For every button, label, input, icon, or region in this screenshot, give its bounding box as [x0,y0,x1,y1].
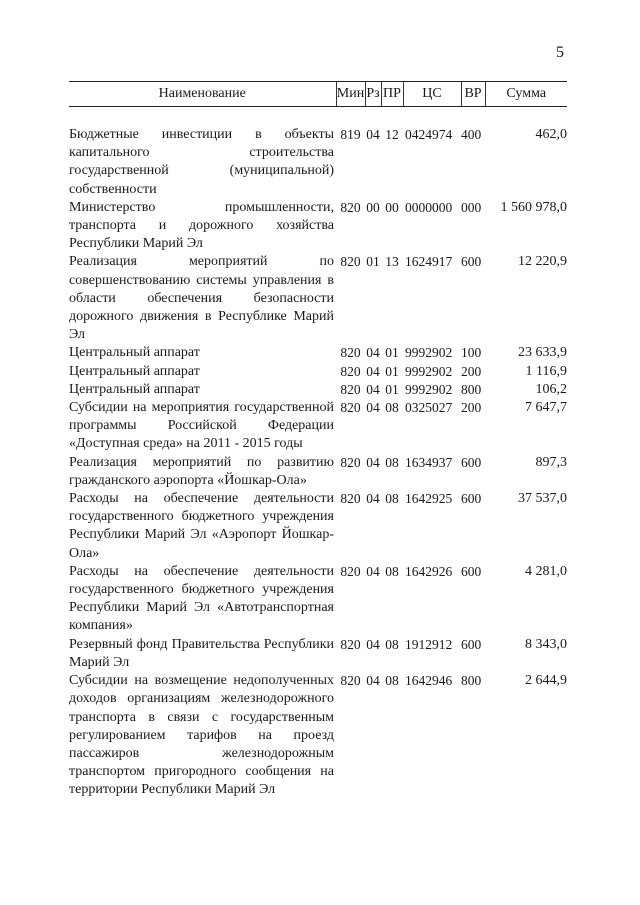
row-vr: 800 [461,673,482,689]
header-pr: ПР [381,82,403,107]
table-row [69,381,567,399]
row-min: 820 [340,400,361,416]
row-pr: 12 [385,127,399,142]
row-rz: 00 [366,199,380,215]
row-vr: 600 [461,563,482,579]
row-pr: 08 [385,563,399,579]
row-vr: 200 [461,363,482,379]
row-vr: 600 [461,636,482,652]
row-min: 820 [340,199,361,215]
budget-table [69,81,567,800]
row-cs: 9992902 [405,345,453,361]
table-row [69,636,567,672]
row-cs: 1642925 [405,491,453,507]
row-rz: 04 [366,345,380,361]
row-rz: 01 [366,254,380,270]
row-cs: 0000000 [405,199,453,215]
row-name: Резервный фонд Правительства Республики Марий Эл [69,636,334,670]
row-vr: 200 [461,400,482,416]
row-sum: 1 116,9 [525,363,567,379]
row-min: 820 [340,381,361,397]
row-pr: 08 [385,491,399,507]
row-name: Центральный аппарат [69,381,200,397]
row-min: 820 [340,254,361,270]
row-cs: 1634937 [405,454,453,470]
row-pr: 01 [385,381,399,397]
row-name: Центральный аппарат [69,345,200,361]
row-vr: 400 [461,127,482,142]
table-row [69,490,567,563]
row-pr: 00 [385,199,399,215]
row-name: Центральный аппарат [69,363,200,379]
table-row [69,454,567,490]
row-pr: 01 [385,345,399,361]
row-sum: 897,3 [535,454,567,470]
row-min: 820 [340,636,361,652]
row-cs: 0325027 [405,400,453,416]
row-rz: 04 [366,127,380,142]
table-header [69,82,567,107]
row-pr: 13 [385,254,399,270]
header-sum: Сумма [485,82,567,107]
table-row [69,253,567,344]
row-name: Реализация мероприятий по совершенствованию системы управления в области обеспечения безопасности дорожного движения в Республике Марий Эл [69,254,334,343]
row-cs: 1624917 [405,254,453,270]
row-name: Субсидии на мероприятия государственной программы Российской Федерации «Доступная среда» на 2011 - 2015 годы [69,400,334,452]
row-rz: 04 [366,491,380,507]
row-min: 820 [340,491,361,507]
row-name: Расходы на обеспечение деятельности государственного бюджетного учреждения Республики Марий Эл «Аэропорт Йошкар-Ола» [69,491,334,561]
header-cs: ЦС [403,82,461,107]
row-cs: 1912912 [405,636,453,652]
row-cs: 1642946 [405,673,453,689]
row-min: 819 [340,127,361,142]
table-row [69,363,567,381]
row-sum: 37 537,0 [518,491,567,507]
row-rz: 04 [366,381,380,397]
row-sum: 1 560 978,0 [500,199,567,215]
row-min: 820 [340,363,361,379]
table-body [69,107,567,800]
row-min: 820 [340,673,361,689]
row-name: Министерство промышленности, транспорта и дорожного хозяйства Республики Марий Эл [69,199,334,252]
row-sum: 23 633,9 [518,345,567,361]
table-row [69,199,567,254]
header-rz: Рз [365,82,381,107]
row-pr: 08 [385,636,399,652]
row-rz: 04 [366,673,380,689]
row-min: 820 [340,563,361,579]
table-row [69,563,567,636]
row-sum: 7 647,7 [525,400,567,416]
row-cs: 9992902 [405,381,453,397]
page-number: 5 [556,44,564,61]
row-rz: 04 [366,563,380,579]
row-vr: 600 [461,254,482,270]
header-min: Мин [336,82,365,107]
row-cs: 0424974 [405,127,453,142]
row-min: 820 [340,454,361,470]
row-sum: 8 343,0 [525,636,567,652]
row-pr: 08 [385,400,399,416]
row-cs: 1642926 [405,563,453,579]
row-name: Бюджетные инвестиции в объекты капитального строительства государственной (муниципальной) собственности [69,127,334,197]
row-pr: 01 [385,363,399,379]
row-sum: 106,2 [535,381,567,397]
row-vr: 000 [461,199,482,215]
row-sum: 462,0 [535,127,567,142]
row-sum: 4 281,0 [525,563,567,579]
row-pr: 08 [385,454,399,470]
row-vr: 100 [461,345,482,361]
row-name: Расходы на обеспечение деятельности государственного бюджетного учреждения Республики Марий Эл «Автотранспортная компания» [69,563,334,634]
row-rz: 04 [366,400,380,416]
row-sum: 2 644,9 [525,673,567,689]
row-rz: 04 [366,636,380,652]
header-name: Наименование [69,82,336,107]
row-cs: 9992902 [405,363,453,379]
row-rz: 04 [366,454,380,470]
row-rz: 04 [366,363,380,379]
header-vr: ВР [461,82,485,107]
row-vr: 600 [461,454,482,470]
row-vr: 800 [461,381,482,397]
table-row [69,399,567,454]
row-sum: 12 220,9 [518,254,567,270]
row-min: 820 [340,345,361,361]
table-row [69,107,567,199]
row-vr: 600 [461,491,482,507]
table-row [69,672,567,799]
row-pr: 08 [385,673,399,689]
table-row [69,344,567,362]
row-name: Субсидии на возмещение недополученных доходов организациям железнодорожного транспорта в связи с государственным регулированием тарифов на проезд пассажиров железнодорожным транспортом пригородного сообщения на территории Республики Марий Эл [69,673,334,798]
row-name: Реализация мероприятий по развитию гражданского аэропорта «Йошкар-Ола» [69,454,334,488]
